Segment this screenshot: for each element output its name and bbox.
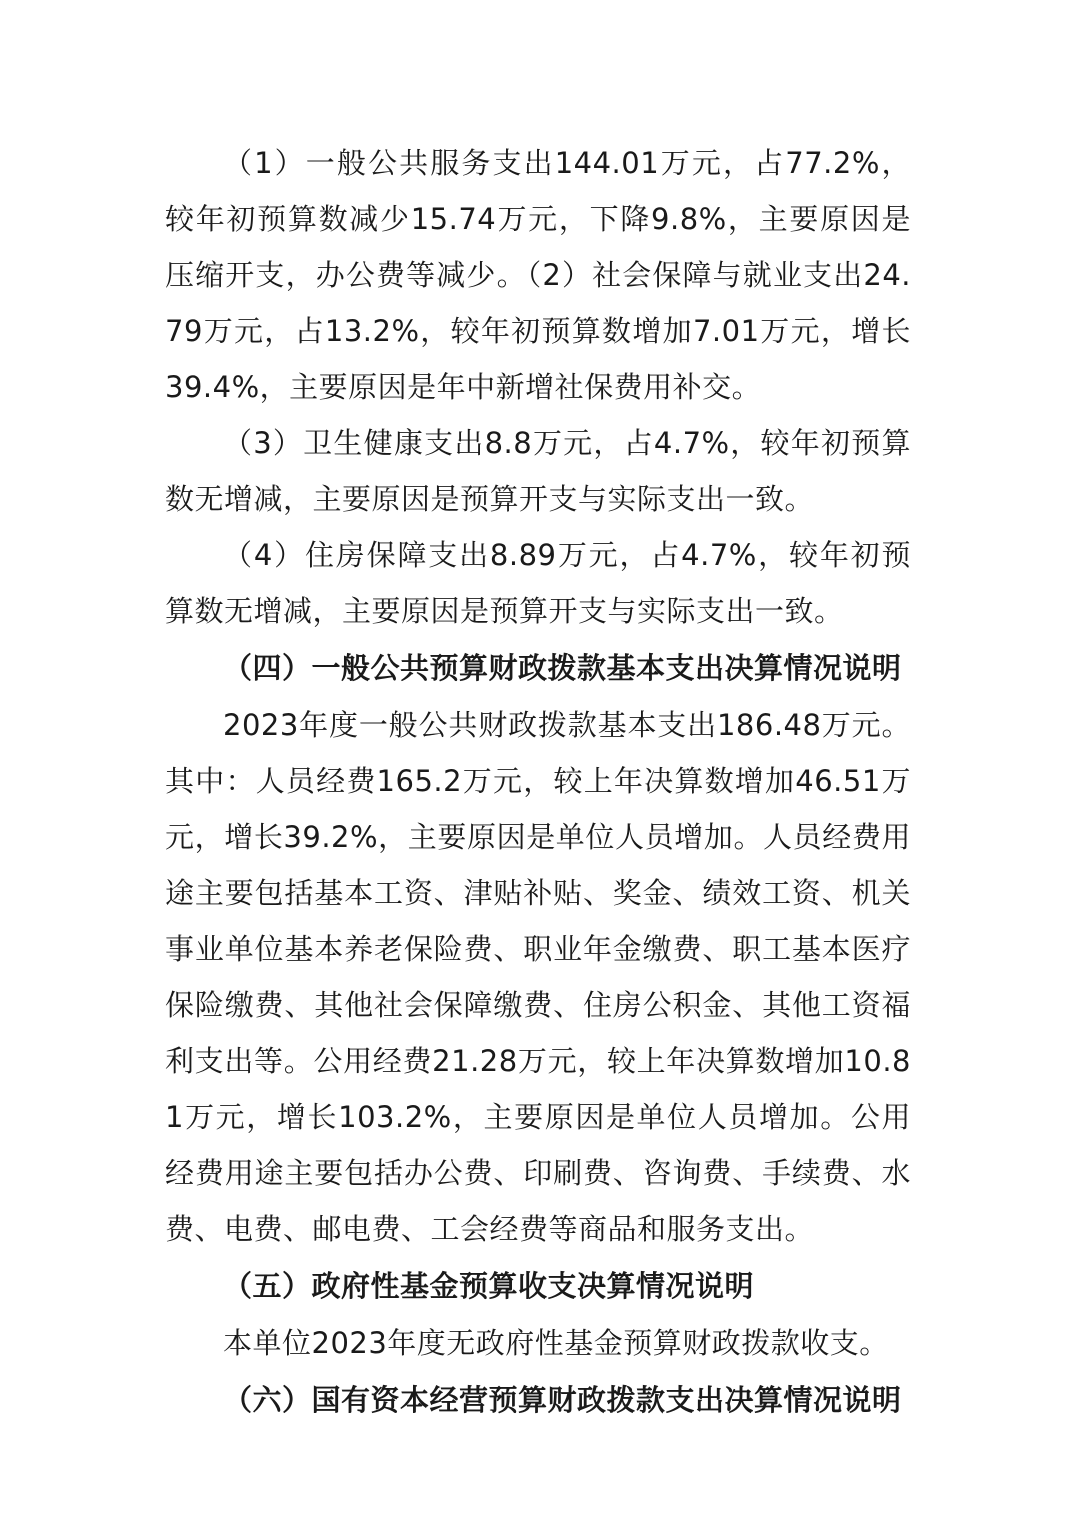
paragraph-government-fund: 本单位2023年度无政府性基金预算财政拨款收支。 xyxy=(223,1326,889,1360)
section-heading-government-fund: （五）政府性基金预算收支决算情况说明 xyxy=(223,1269,755,1303)
paragraph-general-public-services: （1）一般公共服务支出144.01万元，占77.2%，较年初预算数减少15.74万元，下降9.8%，主要原因是压缩开支，办公费等减少。（2）社会保障与就业支出24.79万元，占13.2%，较年初预算数增加7.01万元，增长39.4%，主要原因是年中新增社保费用补交。 xyxy=(165,146,911,404)
section-heading-basic-expenditure: （四）一般公共预算财政拨款基本支出决算情况说明 xyxy=(223,651,902,685)
paragraph-basic-expenditure: 2023年度一般公共财政拨款基本支出186.48万元。其中：人员经费165.2万元，较上年决算数增加46.51万元，增长39.2%，主要原因是单位人员增加。人员经费用途主要包括基本工资、津贴补贴、奖金、绩效工资、机关事业单位基本养老保险费、职业年金缴费、职工基本医疗保险缴费、其他社会保障缴费、住房公积金、其他工资福利支出等。公用经费21.28万元，较上年决算数增加10.81万元，增长103.2%，主要原因是单位人员增加。公用经费用途主要包括办公费、印刷费、咨询费、手续费、水费、电费、邮电费、工会经费等商品和服务支出。 xyxy=(165,708,911,1246)
document-body xyxy=(165,135,911,1429)
paragraph-health-expenditure: （3）卫生健康支出8.8万元，占4.7%，较年初预算数无增减，主要原因是预算开支与实际支出一致。 xyxy=(165,426,911,516)
section-heading-state-capital: （六）国有资本经营预算财政拨款支出决算情况说明 xyxy=(223,1383,902,1417)
paragraph-housing-expenditure: （4）住房保障支出8.89万元，占4.7%，较年初预算数无增减，主要原因是预算开支与实际支出一致。 xyxy=(165,538,911,628)
